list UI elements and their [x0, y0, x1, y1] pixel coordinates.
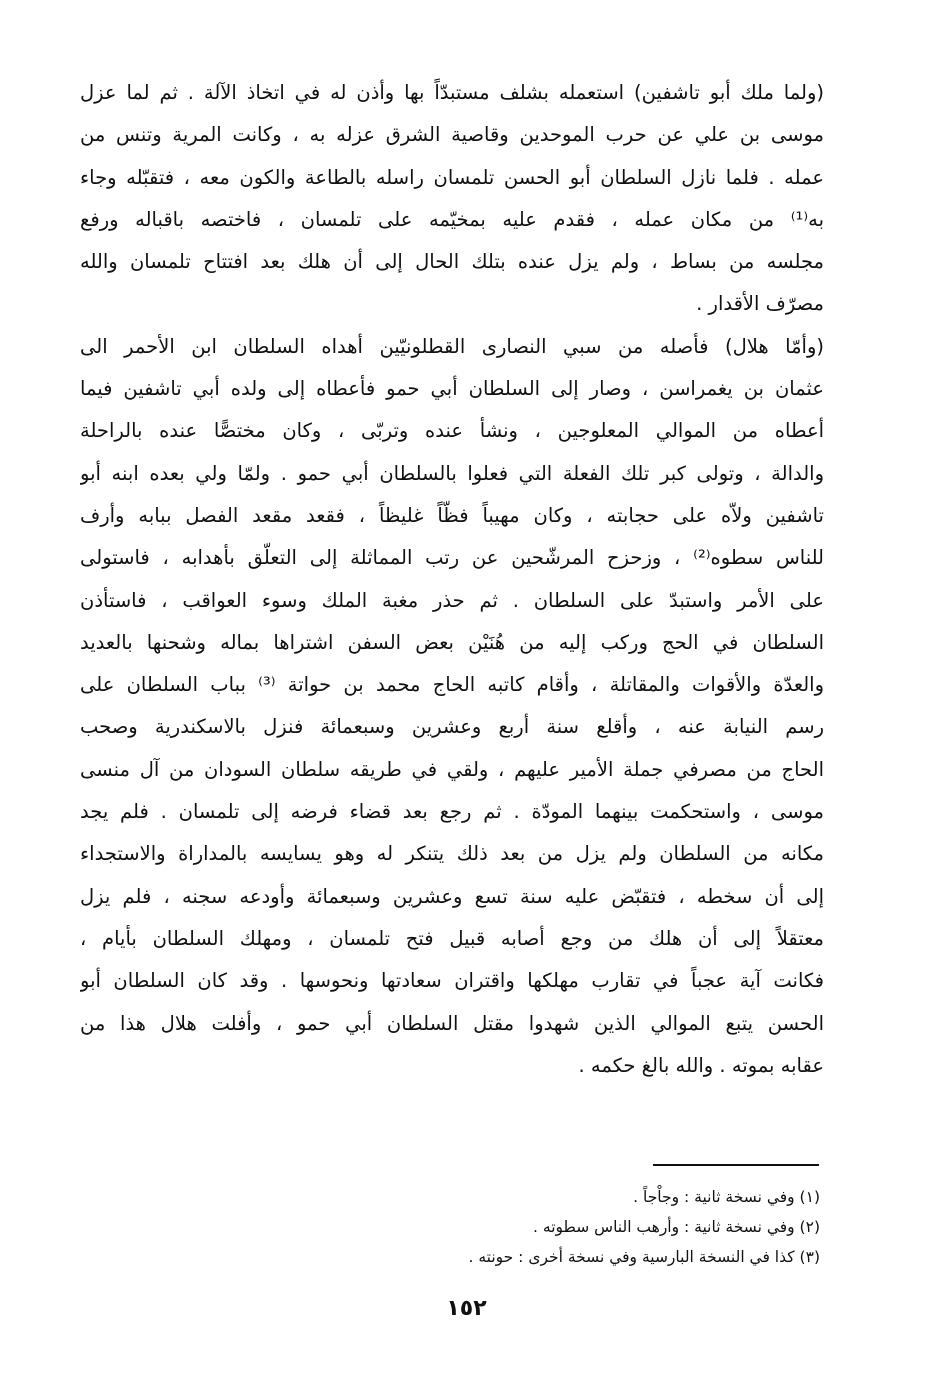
text-line-14: السلطان في الحج وركب إليه من هُنَيْن بعض السفن اشتراها بماله وشحنها بالعديد	[80, 630, 824, 654]
text-line-6: مصرّف الأقدار .	[696, 292, 824, 316]
text-line-11: تاشفين ولاّه على حجابته ، وكان مهيباً فظّاً غليظاً ، فقعد مقعد الفصل ببابه وأرف	[80, 503, 824, 527]
text-line-4: به⁽¹⁾ من مكان عمله ، فقدم عليه بمخيّمه على تلمسان ، فاختصه باقباله ورفع	[80, 207, 824, 231]
text-line-3: عمله . فلما نازل السلطان أبو الحسن تلمسان راسله بالطاعة والكون معه ، فتقبّله وجاء	[80, 165, 824, 189]
text-line-7: (وأمّا هلال) فأصله من سبي النصارى القطلونيّين أهداه السلطان ابن الأحمر الى	[80, 334, 824, 358]
text-line-12: للناس سطوه⁽²⁾ ، وزحزح المرشّحين عن رتب المماثلة إلى التعلّق بأهدابه ، فاستولى	[80, 546, 824, 570]
text-line-15: والعدّة والأقوات والمقاتلة ، وأقام كاتبه الحاج محمد بن حواتة ⁽³⁾ بباب السلطان على	[80, 673, 824, 697]
text-line-10: والدالة ، وتولى كبر تلك الفعلة التي فعلوا بالسلطان أبي حمو . ولمّا ولي بعده ابنه أبو	[80, 461, 824, 485]
text-line-19: مكانه من السلطان ولم يزل من بعد ذلك يتنكر له وهو يسايسه بالمداراة والاستجداء	[80, 842, 824, 866]
footnote-3: (٣) كذا في النسخة البارسية وفي نسخة أخرى : حونته .	[468, 1248, 820, 1266]
text-line-17: الحاج من مصرفي جملة الأمير عليهم ، ولقي في طريقه سلطان السودان من آل منسى	[80, 757, 824, 781]
text-line-22: فكانت آية عجباً في تقارب مهلكها واقتران سعادتها ونحوسها . وقد كان السلطان أبو	[80, 969, 824, 993]
text-line-2: موسى بن علي عن حرب الموحدين وقاصية الشرق عزله به ، وكانت المرية وتنس من	[80, 123, 824, 147]
text-line-13: على الأمر واستبدّ على السلطان . ثم حذر مغبة الملك وسوء العواقب ، فاستأذن	[80, 588, 824, 612]
main-text	[80, 72, 824, 1087]
text-line-24: عقابه بموته . والله بالغ حكمه .	[578, 1053, 824, 1077]
text-line-16: رسم النيابة عنه ، وأقلع سنة أربع وعشرين وسبعمائة فنزل بالاسكندرية وصحب	[80, 715, 824, 739]
text-line-1: (ولما ملك أبو تاشفين) استعمله بشلف مستبدّاً بها وأذن له في اتخاذ الآلة . ثم لما عزل	[80, 81, 824, 104]
footnote-2: (٢) وفي نسخة ثانية : وأرهب الناس سطوته .	[533, 1218, 820, 1236]
text-line-9: أعطاه من الموالي المعلوجين ، ونشأ عنده وتربّى ، وكان مختصًّا عنده بالراحلة	[80, 419, 824, 443]
footnote-separator	[653, 1164, 819, 1166]
footnote-1: (١) وفي نسخة ثانية : وجاْجاً .	[633, 1188, 820, 1206]
text-line-8: عثمان بن يغمراسن ، وصار إلى السلطان أبي حمو فأعطاه إلى ولده أبي تاشفين فيما	[80, 377, 824, 401]
text-line-23: الحسن يتبع الموالي الذين شهدوا مقتل السلطان أبي حمو ، وأفلت هلال هذا من	[80, 1011, 824, 1035]
text-line-20: إلى أن سخطه ، فتقبّض عليه سنة تسع وعشرين وسبعمائة وأودعه سجنه ، فلم يزل	[80, 884, 824, 908]
text-line-18: موسى ، واستحكمت بينهما المودّة . ثم رجع بعد قضاء فرضه إلى تلمسان . فلم يجد	[80, 800, 824, 824]
footnotes	[300, 1182, 820, 1272]
text-line-5: مجلسه من بساط ، ولم يزل عنده بتلك الحال إلى أن هلك بعد افتتاح تلمسان والله	[80, 250, 824, 274]
text-line-21: معتقلاً إلى أن هلك من وجع أصابه قبيل فتح تلمسان ، ومهلك السلطان بأيام ،	[80, 926, 824, 950]
page-number: ١٥٢	[446, 1296, 487, 1321]
